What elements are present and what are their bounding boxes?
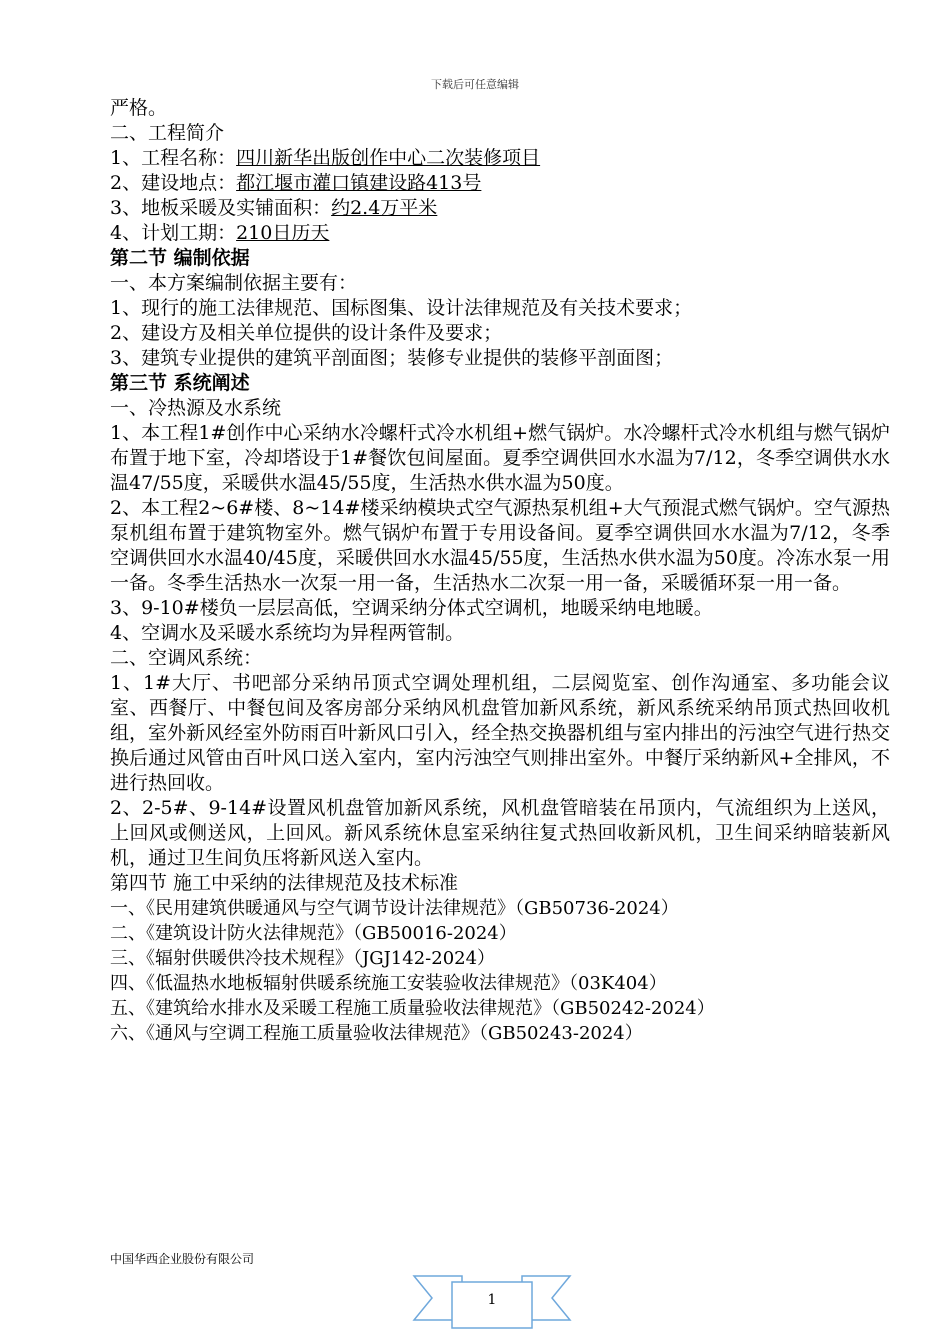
field-label: 3、地板采暖及实铺面积： — [110, 197, 332, 219]
text-line: 一、本方案编制依据主要有： — [110, 272, 358, 294]
section-subtitle: 二、工程简介 — [110, 122, 225, 144]
footer-company: 中国华西企业股份有限公司 — [110, 1252, 255, 1266]
paragraph: 2、2-5#、9-14#设置风机盘管加新风系统，风机盘管暗装在吊顶内，气流组织为上送风，上回风或侧送风，上回风。新风系统休息室采纳往复式热回收新风机，卫生间采纳暗装新风机，通过卫生间负压将新风送入室内。 — [110, 797, 890, 869]
project-duration-value: 210日历天 — [236, 222, 330, 244]
standard-item: 六、《通风与空调工程施工质量验收法律规范》（GB50243-2024） — [110, 1023, 643, 1044]
paragraph: 3、9-10#楼负一层层高低，空调采纳分体式空调机，地暖采纳电地暖。 — [110, 597, 713, 619]
project-name-value: 四川新华出版创作中心二次装修项目 — [236, 147, 541, 169]
text-line: 严格。 — [110, 97, 168, 119]
field-label: 1、工程名称： — [110, 147, 237, 169]
paragraph: 2、本工程2~6#楼、8~14#楼采纳模块式空气源热泵机组+大气预混式燃气锅炉。空气源热泵机组布置于建筑物室外。燃气锅炉布置于专用设备间。夏季空调供回水水温为7/12，冬季空调供回水水温40/45度，采暖供回水水温45/55度，生活热水供水温为50度。冷冻水泵一用一备。冬季生活热水一次泵一用一备，生活热水二次泵一用一备，采暖循环泵一用一备。 — [110, 497, 890, 594]
project-area-value: 约2.4万平米 — [331, 197, 438, 219]
page-header: 下载后可任意编辑 — [431, 78, 519, 91]
section-heading: 第二节 编制依据 — [110, 247, 250, 269]
section-heading: 第三节 系统阐述 — [110, 372, 250, 394]
text-line: 2、建设方及相关单位提供的设计条件及要求； — [110, 322, 503, 344]
page-number: 1 — [487, 1292, 497, 1308]
document-body — [110, 96, 890, 1046]
paragraph: 1、1#大厅、书吧部分采纳吊顶式空调处理机组，二层阅览室、创作沟通室、多功能会议室、西餐厅、中餐包间及客房部分采纳风机盘管加新风系统，新风系统采纳吊顶式热回收机组，室外新风经室外防雨百叶新风口引入，经全热交换器机组与室内排出的污浊空气进行热交换后通过风管由百叶风口送入室内，室内污浊空气则排出室外。中餐厅采纳新风+全排风，不进行热回收。 — [110, 672, 890, 794]
section-subtitle: 二、空调风系统： — [110, 647, 263, 669]
project-name-line — [110, 146, 890, 171]
text-line: 3、建筑专业提供的建筑平剖面图；装修专业提供的装修平剖面图； — [110, 347, 674, 369]
standard-item: 五、《建筑给水排水及采暖工程施工质量验收法律规范》（GB50242-2024） — [110, 998, 715, 1019]
section-heading: 第四节 施工中采纳的法律规范及技术标准 — [110, 872, 459, 894]
paragraph: 4、空调水及采暖水系统均为异程两管制。 — [110, 622, 465, 644]
project-area-line — [110, 196, 890, 221]
standard-item: 四、《低温热水地板辐射供暖系统施工安装验收法律规范》（03K404） — [110, 973, 667, 994]
standard-item: 二、《建筑设计防火法律规范》（GB50016-2024） — [110, 923, 517, 944]
paragraph: 1、本工程1#创作中心采纳水冷螺杆式冷水机组+燃气锅炉。水冷螺杆式冷水机组与燃气锅炉布置于地下室，冷却塔设于1#餐饮包间屋面。夏季空调供回水水温为7/12，冬季空调供水水温47/55度，采暖供水温45/55度，生活热水供水温为50度。 — [110, 422, 890, 494]
text-line: 1、现行的施工法律规范、国标图集、设计法律规范及有关技术要求； — [110, 297, 693, 319]
standard-item: 一、《民用建筑供暖通风与空气调节设计法律规范》（GB50736-2024） — [110, 898, 679, 919]
field-label: 2、建设地点： — [110, 172, 237, 194]
project-location-line — [110, 171, 890, 196]
standard-item: 三、《辐射供暖供冷技术规程》（JGJ142-2024） — [110, 948, 496, 969]
project-location-value: 都江堰市灌口镇建设路413号 — [236, 172, 482, 194]
section-subtitle: 一、冷热源及水系统 — [110, 397, 282, 419]
project-duration-line — [110, 221, 890, 246]
field-label: 4、计划工期： — [110, 222, 237, 244]
